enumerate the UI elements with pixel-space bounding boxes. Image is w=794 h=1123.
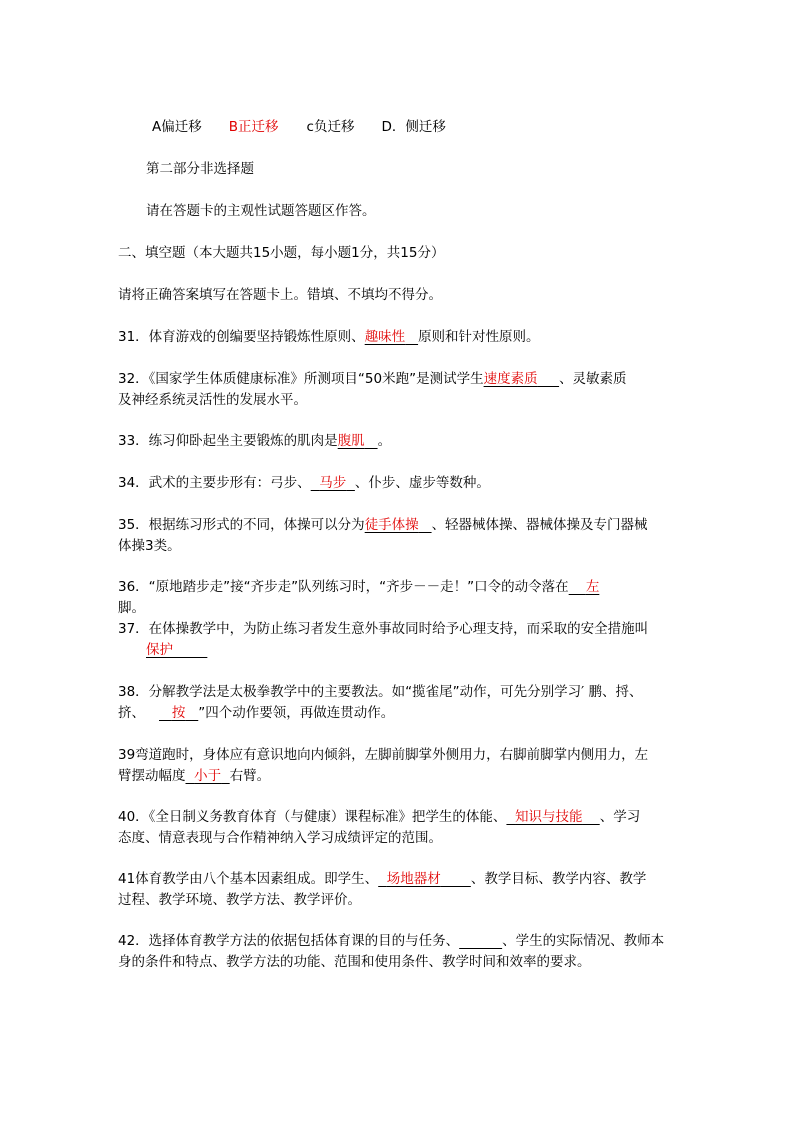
option-b: B正迁移	[228, 119, 279, 135]
question-38	[118, 682, 678, 703]
q39-line2-post: 右臂。	[229, 768, 271, 784]
q38-line2	[118, 703, 678, 724]
q42-pre: 42．选择体育教学方法的依据包括体育课的目的与任务、	[118, 933, 460, 949]
option-c: c负迁移	[306, 119, 355, 135]
q31-post: 原则和针对性原则。	[418, 329, 540, 345]
option-a: A偏迁移	[152, 119, 202, 135]
part2-title: 第二部分非选择题	[146, 161, 254, 177]
q34-post: 、仆步、虚步等数种。	[354, 475, 490, 491]
question-35	[118, 515, 678, 536]
q36-pre: 36．“原地踏步走”接“齐步走”队列练习时，“齐步－－走！”口令的动令落在	[118, 579, 569, 595]
question-33	[118, 431, 678, 452]
q37-pre: 37．在体操教学中，为防止练习者发生意外事故同时给予心理支持，而采取的安全措施叫	[118, 621, 649, 637]
question-32	[118, 369, 678, 390]
q35-post: 、轻器械体操、器械体操及专门器械	[431, 517, 648, 533]
question-31	[118, 327, 678, 348]
q40-line2: 态度、情意表现与合作精神纳入学习成绩评定的范围。	[118, 830, 442, 846]
q41-line2: 过程、教学环境、教学方法、教学评价。	[118, 892, 361, 908]
q32-post: 、灵敏素质	[559, 371, 627, 387]
q33-pre: 33．练习仰卧起坐主要锻炼的肌肉是	[118, 433, 338, 449]
q31-pre: 31．体育游戏的创编要坚持锻炼性原则、	[118, 329, 365, 345]
q37-answer: 保护	[146, 642, 173, 658]
q39-answer: 小于	[194, 768, 222, 784]
q37-line2	[146, 640, 706, 661]
q36-answer: 左	[585, 579, 600, 595]
q40-pre: 40．《全日制义务教育体育（与健康）课程标准》把学生的体能、	[118, 809, 507, 825]
q35-answer: 徒手体操	[364, 517, 419, 533]
q34-pre: 34．武术的主要步形有：弓步、	[118, 475, 311, 491]
q36-line2: 脚。	[118, 600, 145, 616]
question-39	[118, 745, 678, 766]
question-37	[118, 619, 678, 640]
q31-answer: 趣味性	[364, 329, 406, 345]
q42-post: 、学生的实际情况、教师本	[502, 933, 665, 949]
q32-answer: 速度素质	[483, 371, 538, 387]
q34-answer: 马步	[319, 475, 347, 491]
q32-line2: 及神经系统灵活性的发展水平。	[118, 392, 307, 408]
q38-answer: 按	[171, 705, 186, 721]
part2-instruction: 请在答题卡的主观性试题答题区作答。	[146, 203, 376, 219]
q41-post: 、教学目标、教学内容、教学	[470, 871, 647, 887]
q38-line2-post: ”四个动作要领，再做连贯动作。	[198, 705, 395, 721]
question-40	[118, 807, 678, 828]
q42-line2: 身的条件和特点、教学方法的功能、范围和使用条件、教学时间和效率的要求。	[118, 954, 591, 970]
q39-line2	[118, 766, 678, 787]
q32-pre: 32．《国家学生体质健康标准》所测项目“50米跑”是测试学生	[118, 371, 484, 387]
q42-blank	[459, 933, 502, 949]
options-row	[152, 117, 482, 138]
q33-post: 。	[377, 433, 392, 449]
q35-line2: 体操3类。	[118, 538, 181, 554]
q39-line2-pre: 臂摆动幅度	[118, 768, 186, 784]
question-41	[118, 869, 678, 890]
q39-pre: 39弯道跑时，身体应有意识地向内倾斜，左脚前脚掌外侧用力，右脚前脚掌内侧用力，左	[118, 747, 649, 763]
q35-pre: 35．根据练习形式的不同，体操可以分为	[118, 517, 365, 533]
option-d: D．侧迁移	[381, 119, 446, 135]
q40-answer: 知识与技能	[515, 809, 583, 825]
question-36	[118, 577, 678, 598]
section-title: 二、填空题（本大题共15小题，每小题1分，共15分）	[118, 245, 445, 261]
question-42	[118, 931, 678, 952]
q38-pre: 38．分解教学法是太极拳教学中的主要教法。如“揽雀尾”动作，可先分别学习′ 鹏、捋、	[118, 684, 643, 700]
q40-post: 、学习	[599, 809, 641, 825]
q41-answer: 场地器材	[386, 871, 441, 887]
q33-answer: 腹肌	[337, 433, 365, 449]
section-instruction: 请将正确答案填写在答题卡上。错填、不填均不得分。	[118, 287, 442, 303]
q38-line2-pre: 挤、	[118, 705, 145, 721]
q41-pre: 41体育教学由八个基本因素组成。即学生、	[118, 871, 379, 887]
question-34	[118, 473, 678, 494]
